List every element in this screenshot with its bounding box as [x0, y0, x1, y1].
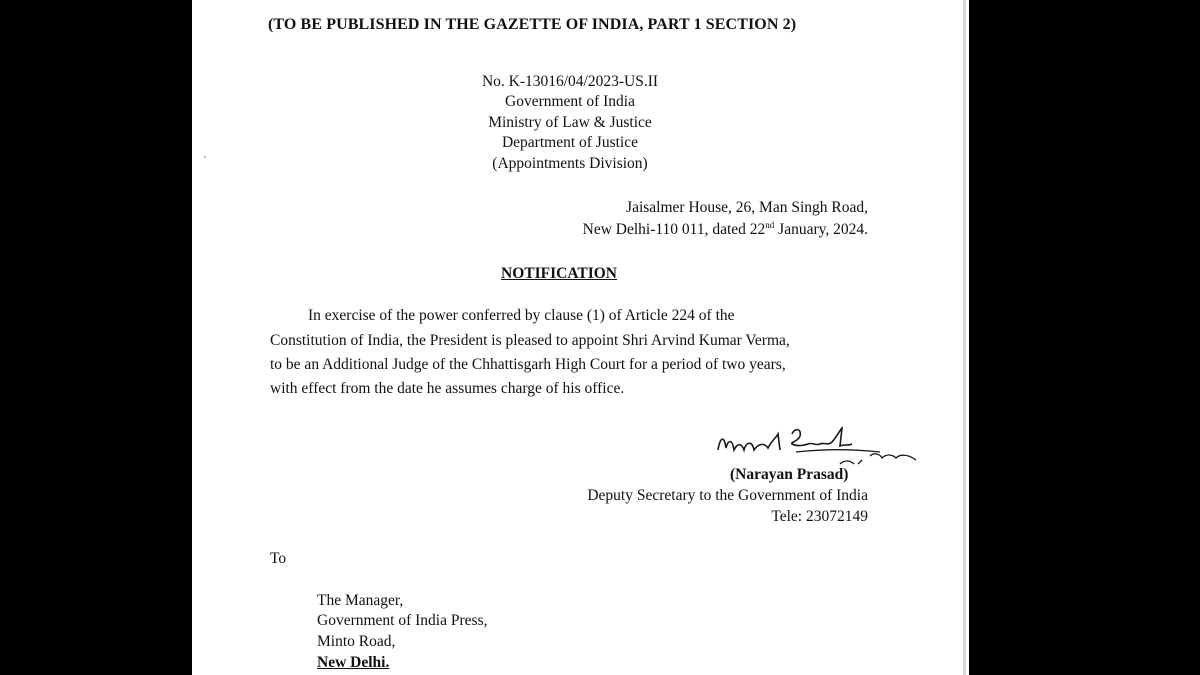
- address-line-1: Jaisalmer House, 26, Man Singh Road,: [626, 199, 868, 216]
- signatory-phone: Tele: 23072149: [771, 508, 868, 525]
- to-label: To: [270, 550, 287, 567]
- scan-speck: [204, 156, 206, 158]
- signatory-name: (Narayan Prasad): [730, 466, 849, 483]
- address-line-2: [583, 220, 868, 240]
- ministry-name: Ministry of Law & Justice: [488, 114, 652, 131]
- department-name: Department of Justice: [501, 134, 638, 151]
- body-line-4: with effect from the date he assumes charge of his office.: [270, 380, 625, 397]
- government-name: Government of India: [505, 93, 635, 110]
- recipient-line-3: Minto Road,: [317, 633, 396, 650]
- file-number: No. K-13016/04/2023-US.II: [481, 73, 659, 90]
- date-ordinal: nd: [765, 219, 775, 230]
- recipient-line-2: Government of India Press,: [317, 612, 488, 629]
- recipient-line-1: The Manager,: [317, 592, 404, 609]
- page-edge: [963, 0, 966, 675]
- address-date-suffix: January, 2024.: [774, 221, 868, 238]
- recipient-line-4: New Delhi.: [317, 654, 390, 671]
- gazette-header: (TO BE PUBLISHED IN THE GAZETTE OF INDIA, PART 1 SECTION 2): [268, 16, 797, 33]
- signatory-designation: Deputy Secretary to the Government of India: [587, 487, 868, 504]
- notification-title: NOTIFICATION: [501, 265, 617, 282]
- body-line-1: In exercise of the power conferred by clause (1) of Article 224 of the: [308, 307, 735, 324]
- address-date-prefix: New Delhi-110 011, dated 22: [582, 221, 766, 238]
- body-line-2: Constitution of India, the President is pleased to appoint Shri Arvind Kumar Verma,: [270, 332, 790, 349]
- body-line-3: to be an Additional Judge of the Chhattisgarh High Court for a period of two years,: [270, 356, 786, 373]
- division-name: (Appointments Division): [492, 155, 648, 172]
